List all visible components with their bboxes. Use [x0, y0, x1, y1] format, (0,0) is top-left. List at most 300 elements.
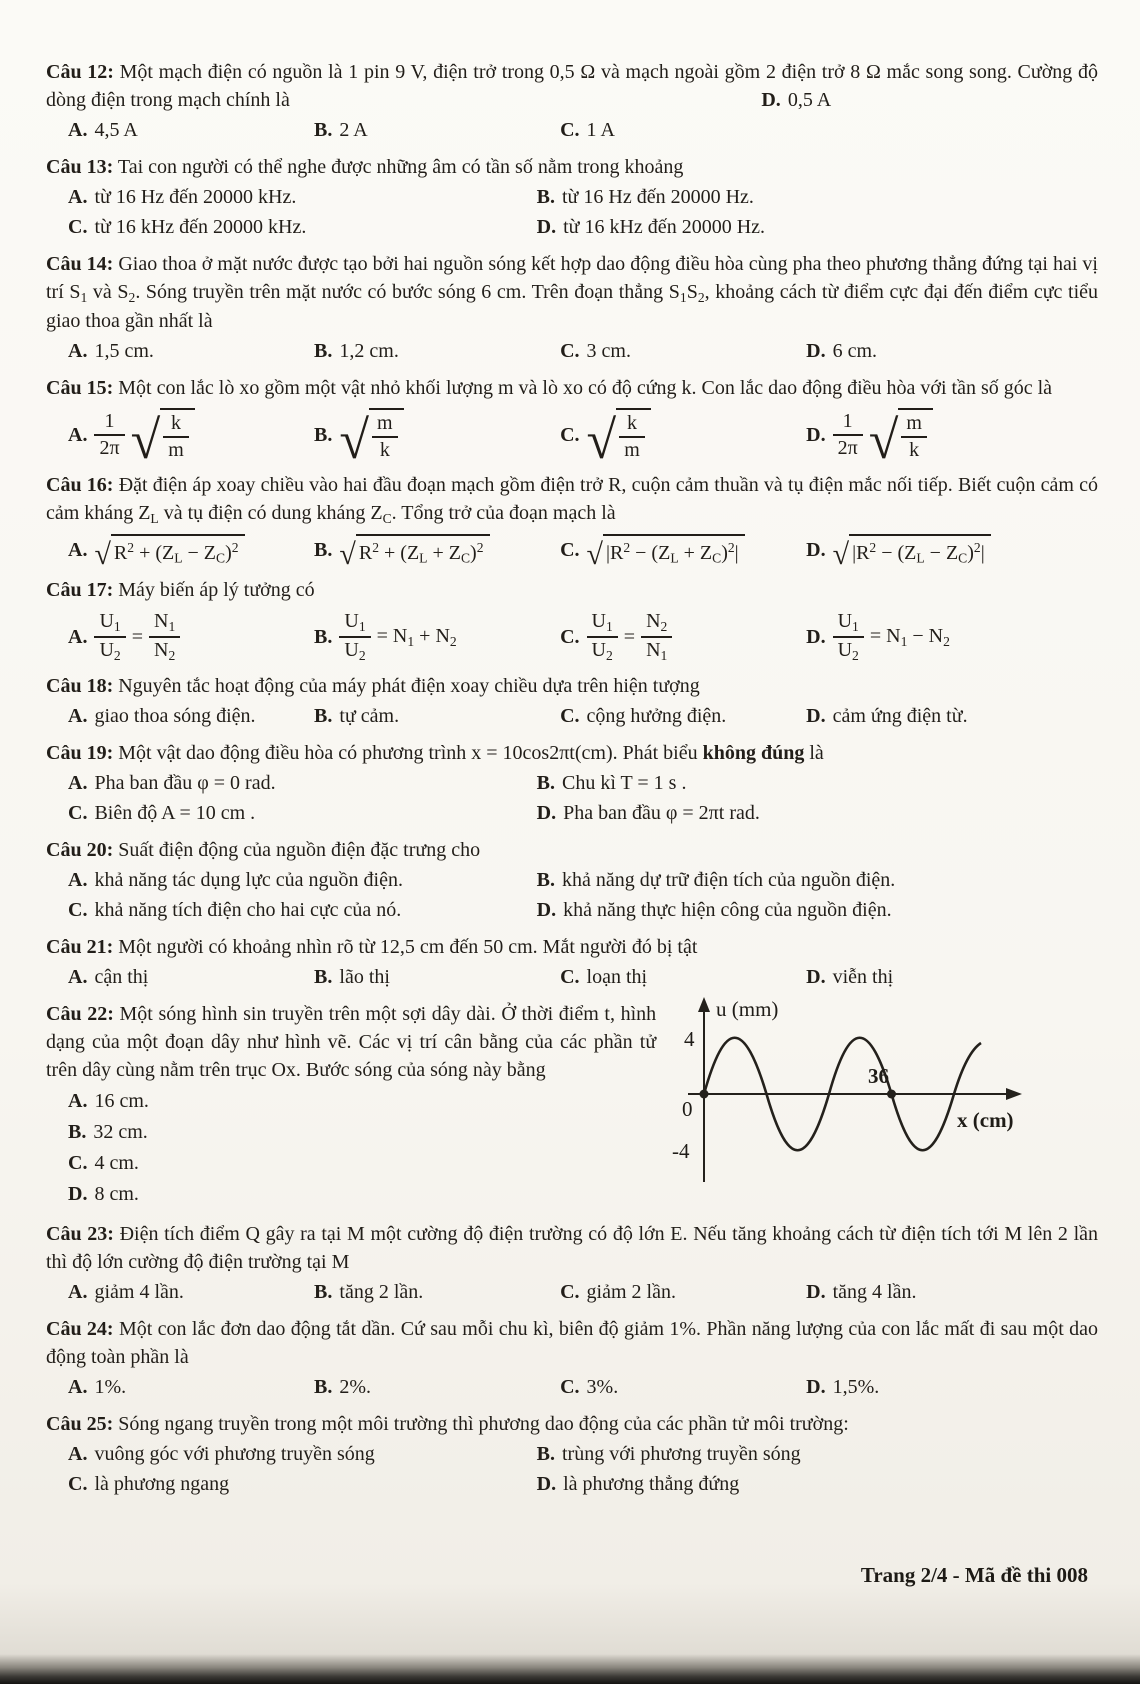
question-number: Câu 17: — [46, 579, 114, 602]
x-mark-dot — [887, 1090, 896, 1099]
text-run: m — [377, 411, 393, 434]
option-letter: C. — [560, 119, 580, 141]
option-letter: D. — [68, 1183, 88, 1206]
option-text — [94, 610, 180, 663]
option — [314, 963, 556, 991]
option-text: 3%. — [586, 1376, 619, 1399]
question — [46, 672, 1098, 730]
option-text: vuông góc với phương truyền sóng — [94, 1443, 375, 1466]
option — [537, 183, 1098, 211]
fraction-denominator — [619, 438, 645, 462]
text-run: là — [804, 742, 824, 765]
option-letter: D. — [806, 625, 826, 648]
square-root — [586, 534, 745, 572]
option-text: khả năng tích điện cho hai cực của nó. — [94, 899, 402, 922]
options — [46, 1278, 1098, 1306]
option-letter: D. — [806, 1281, 826, 1304]
text-run: Máy biến áp lý tưởng có — [118, 579, 315, 602]
square-root — [832, 534, 991, 572]
fraction-denominator — [94, 436, 124, 460]
option — [68, 408, 310, 470]
option — [537, 866, 1098, 894]
option — [68, 769, 537, 797]
text-run: Một người có khoảng nhìn rõ từ 12,5 cm đến 50 cm. Mắt người đó bị tật — [118, 936, 698, 959]
text-run: $U_1$ — [837, 610, 859, 635]
option-text: tăng 2 lần. — [339, 1281, 424, 1304]
fraction-numerator — [833, 610, 864, 637]
fraction-numerator — [641, 610, 672, 637]
options — [46, 183, 1098, 241]
option-text — [586, 534, 745, 572]
option-text: 1 A — [586, 119, 615, 141]
text-run: k — [379, 438, 390, 461]
text-run: $N_2$ — [646, 610, 668, 635]
option-letter: C. — [68, 899, 88, 922]
options — [46, 408, 1098, 470]
option-text: từ 16 Hz đến 20000 kHz. — [94, 186, 297, 208]
option-text: tự cảm. — [339, 705, 400, 728]
option — [560, 408, 802, 470]
option-letter: C. — [560, 423, 580, 446]
option-text: cộng hưởng điện. — [586, 705, 727, 728]
option — [806, 1373, 1098, 1401]
fraction-denominator — [94, 638, 125, 663]
option-text: 4 cm. — [94, 1152, 139, 1175]
radical-sign: √ — [339, 538, 356, 572]
text-run: $N_2$ — [153, 638, 176, 663]
option-text: là phương thẳng đứng — [563, 1473, 740, 1496]
question-stem — [46, 672, 1098, 700]
option-letter: B. — [314, 539, 333, 562]
option — [68, 610, 310, 663]
text-run: 1 — [104, 409, 115, 432]
question — [46, 1410, 1098, 1498]
option — [314, 702, 556, 730]
option-letter: A. — [68, 1090, 88, 1113]
question-stem — [46, 374, 1098, 402]
radicand — [898, 408, 933, 462]
option-text — [833, 408, 933, 470]
option-text: 1%. — [94, 1376, 127, 1399]
text-run: m — [624, 438, 640, 461]
square-root — [339, 408, 403, 470]
question-stem — [46, 1315, 1098, 1371]
option — [537, 1470, 1098, 1498]
option-text: giao thoa sóng điện. — [94, 705, 256, 728]
option-letter: C. — [68, 1152, 88, 1175]
option-letter: B. — [314, 705, 333, 728]
option-letter: B. — [314, 625, 333, 648]
options — [46, 337, 1098, 365]
option-text: 32 cm. — [93, 1121, 148, 1144]
question-stem — [46, 1410, 1098, 1438]
radicand — [160, 408, 195, 462]
option-letter: C. — [560, 339, 580, 362]
question-list — [46, 58, 1098, 1498]
y-axis-label: u (mm) — [716, 997, 779, 1022]
question — [46, 933, 1098, 991]
text-run: 2π — [837, 436, 858, 459]
option-letter: A. — [68, 423, 88, 446]
text-run: $U_2$ — [344, 638, 366, 663]
fraction-numerator — [339, 610, 370, 637]
origin-label: 0 — [682, 1097, 693, 1122]
waveform-graph — [664, 994, 1034, 1199]
fraction — [901, 412, 927, 462]
option — [806, 963, 1098, 991]
option-text: 0,5 A — [787, 89, 832, 111]
radicand — [369, 408, 404, 462]
option-letter: B. — [314, 1376, 333, 1399]
option — [806, 702, 1098, 730]
fraction — [163, 412, 189, 462]
fraction — [94, 410, 124, 460]
question — [46, 471, 1099, 572]
option-text: khả năng dự trữ điện tích của nguồn điện. — [561, 869, 896, 892]
question — [46, 58, 1098, 144]
option — [68, 534, 310, 572]
option-text: lão thị — [339, 966, 390, 989]
text-run: $U_1$ — [99, 610, 121, 635]
fraction-numerator — [587, 610, 618, 637]
x-axis-label: x (cm) — [957, 1108, 1014, 1133]
option-text: 4,5 A — [94, 119, 138, 141]
fraction-denominator — [833, 638, 864, 663]
option — [537, 799, 1098, 827]
fraction-denominator — [163, 438, 189, 462]
option-letter: D. — [536, 802, 557, 825]
question-number: Câu 12: — [46, 61, 114, 83]
options — [46, 963, 1098, 991]
option — [68, 1087, 656, 1115]
option-text: trùng với phương truyền sóng — [561, 1443, 801, 1466]
options — [46, 1373, 1098, 1401]
text-run: $U_2$ — [591, 638, 613, 663]
question-number: Câu 24: — [46, 1318, 114, 1341]
option-letter: B. — [536, 186, 555, 208]
option-letter: D. — [806, 705, 826, 728]
option — [68, 1278, 310, 1306]
question-stem — [46, 58, 1098, 114]
option-text: 1,5 cm. — [94, 339, 154, 362]
option-letter: C. — [68, 802, 88, 825]
option — [560, 116, 802, 144]
text-run: = $N_1 + N_2$ — [376, 625, 457, 650]
scan-bottom-edge — [0, 1654, 1140, 1684]
option-text: từ 16 kHz đến 20000 Hz. — [563, 216, 766, 238]
radical-sign: √ — [94, 538, 111, 572]
option-text: 8 cm. — [94, 1183, 139, 1206]
option-letter: C. — [560, 1281, 580, 1304]
radical-sign: √ — [868, 409, 899, 470]
option-letter: A. — [68, 1281, 88, 1304]
option — [806, 534, 1098, 572]
option-letter: B. — [536, 869, 555, 892]
option — [314, 610, 556, 663]
fraction — [833, 610, 864, 663]
fraction-denominator — [901, 438, 927, 462]
option-letter: C. — [560, 1376, 580, 1399]
option-letter: A. — [68, 339, 88, 362]
fraction-denominator — [833, 436, 863, 460]
square-root — [586, 408, 651, 470]
option — [806, 610, 1098, 663]
text-run: $U_2$ — [837, 638, 859, 663]
option — [68, 183, 537, 211]
fraction-denominator — [149, 638, 180, 663]
option-letter: A. — [68, 966, 88, 989]
text-run: 2π — [99, 436, 120, 459]
option-text: khả năng tác dụng lực của nguồn điện. — [94, 869, 403, 892]
waveform-figure — [656, 994, 1098, 1207]
text-run: $N_1$ — [153, 610, 176, 635]
option-text: viễn thị — [832, 966, 894, 989]
option-text: tăng 4 lần. — [832, 1281, 917, 1304]
text-run: Một vật dao động điều hòa có phương trình x = 10cos2πt(cm). Phát biểu — [118, 742, 703, 765]
question-number: Câu 23: — [46, 1223, 114, 1246]
option — [68, 1118, 656, 1146]
fraction-numerator — [149, 610, 180, 637]
option — [314, 1278, 556, 1306]
option — [806, 1278, 1098, 1306]
option — [560, 534, 802, 572]
option-letter: D. — [806, 966, 826, 989]
option — [314, 408, 556, 470]
option-text — [94, 408, 194, 470]
radical-sign: √ — [339, 409, 370, 470]
option — [537, 213, 1098, 241]
option-letter: A. — [68, 869, 88, 892]
fraction — [641, 610, 672, 663]
text-run: k — [170, 411, 181, 434]
options — [46, 769, 1098, 827]
options — [46, 866, 1098, 924]
option-letter: B. — [314, 119, 333, 141]
option — [314, 337, 556, 365]
x-mark-label: 36 — [868, 1064, 890, 1089]
option-text: 1,2 cm. — [339, 339, 399, 362]
square-root — [130, 408, 195, 470]
option-text — [832, 534, 991, 572]
option-letter: D. — [806, 423, 826, 446]
page-footer: Trang 2/4 - Mã đề thi 008 — [860, 1562, 1088, 1587]
text-run: 1 — [842, 409, 853, 432]
question — [46, 836, 1098, 924]
text-run: Một con lắc đơn dao động tắt dần. Cứ sau mỗi chu kì, biên độ giảm 1%. Phần năng lượng của con lắc mất đi sau một dao động toàn phần là — [46, 1318, 1099, 1369]
text-run: $R^2 + (Z_L - Z_C)^2$ — [113, 539, 239, 566]
square-root — [868, 408, 933, 470]
text-run: Suất điện động của nguồn điện đặc trưng cho — [118, 839, 481, 862]
option — [537, 896, 1098, 924]
question-number: Câu 16: — [46, 473, 114, 496]
radicand — [849, 534, 991, 568]
option-letter: D. — [806, 539, 826, 562]
option-text: khả năng thực hiện công của nguồn điện. — [563, 899, 892, 922]
fraction-denominator — [372, 438, 398, 462]
fraction-denominator — [587, 638, 618, 663]
question — [46, 374, 1098, 470]
option-text: từ 16 Hz đến 20000 Hz. — [561, 186, 754, 208]
text-run: k — [626, 411, 637, 434]
text-run: Giao thoa ở mặt nước được tạo bởi hai nguồn sóng kết hợp dao động điều hòa cùng pha theo phương thẳng đứng tại hai vị trí $S_1$ và $S_2$. Sóng truyền trên mặt nước có bước sóng 6 cm. Trên đoạn thẳng $S_1S_2$, khoảng cách từ điểm cực đại đến điểm cực tiểu giao thoa gần nhất là — [46, 253, 1099, 332]
text-run: $U_1$ — [344, 610, 366, 635]
fraction-numerator — [619, 412, 645, 438]
text-run: Một con lắc lò xo gồm một vật nhỏ khối lượng m và lò xo có độ cứng k. Con lắc dao động điều hòa với tần số góc là — [118, 376, 1053, 399]
option — [560, 610, 802, 663]
option — [68, 337, 310, 365]
option-text: 6 cm. — [832, 339, 878, 362]
option-letter: A. — [68, 705, 88, 728]
option-text: 16 cm. — [94, 1090, 149, 1113]
question — [46, 1220, 1098, 1306]
option-letter: C. — [560, 625, 580, 648]
option-letter: A. — [68, 1376, 88, 1399]
fraction — [372, 412, 398, 462]
option — [560, 1278, 802, 1306]
text-run: $N_1$ — [646, 638, 668, 663]
option — [68, 896, 537, 924]
text-run: Điện tích điểm Q gây ra tại M một cường độ điện trường có độ lớn E. Nếu tăng khoảng cách từ điện tích tới M lên 2 lần thì độ lớn cường độ điện trường tại M — [46, 1223, 1098, 1274]
option — [68, 213, 537, 241]
option — [68, 799, 537, 827]
option-text: loạn thị — [586, 966, 648, 989]
fraction — [587, 610, 618, 663]
option-letter: D. — [806, 339, 826, 362]
text-run: $|R^2 - (Z_L - Z_C)^2|$ — [852, 539, 985, 566]
question-stem — [46, 576, 1098, 604]
radicand — [356, 534, 490, 568]
option-text: 2 A — [339, 119, 368, 141]
option-letter: C. — [68, 216, 88, 238]
fraction-numerator — [833, 410, 863, 436]
fraction-denominator — [339, 638, 370, 663]
question-number: Câu 13: — [46, 156, 114, 178]
fraction — [339, 610, 370, 663]
option-text: Chu kì T = 1 s . — [561, 772, 687, 795]
text-run: k — [909, 438, 920, 461]
option-text — [94, 534, 244, 572]
options — [46, 1087, 656, 1208]
text-run: m — [168, 438, 184, 461]
option — [68, 1440, 537, 1468]
option-letter: B. — [314, 423, 333, 446]
question-number: Câu 20: — [46, 839, 114, 862]
radicand — [603, 534, 745, 568]
question — [46, 739, 1098, 827]
text-run: Một mạch điện có nguồn là 1 pin 9 V, điện trở trong 0,5 Ω và mạch ngoài gồm 2 điện trở 8 Ω mắc song song. Cường độ dòng điện trong mạch chính là — [46, 61, 1098, 111]
option-text: từ 16 kHz đến 20000 kHz. — [94, 216, 307, 238]
option-letter: D. — [536, 1473, 557, 1496]
text-run: Sóng ngang truyền trong một môi trường thì phương dao động của các phần tử môi trường: — [118, 1413, 849, 1436]
y-max-label: 4 — [684, 1027, 695, 1052]
option-text — [339, 534, 489, 572]
option-letter: B. — [314, 339, 333, 362]
option-text: Pha ban đầu φ = 2πt rad. — [563, 802, 760, 825]
option — [806, 337, 1098, 365]
option — [68, 1470, 537, 1498]
radical-sign: √ — [832, 538, 850, 572]
option-letter: B. — [314, 966, 333, 989]
text-run: $U_1$ — [591, 610, 613, 635]
option-letter: A. — [68, 119, 88, 141]
option — [761, 86, 831, 114]
fraction-numerator — [163, 412, 189, 438]
fraction-numerator — [94, 610, 125, 637]
option-letter: D. — [761, 89, 781, 111]
option-letter: C. — [560, 705, 580, 728]
option-letter: B. — [68, 1121, 87, 1144]
question — [46, 250, 1098, 365]
options — [46, 610, 1098, 663]
option — [314, 534, 556, 572]
text-run: Tai con người có thể nghe được những âm có tần số nằm trong khoảng — [117, 156, 684, 178]
fraction-numerator — [901, 412, 927, 438]
question-number: Câu 15: — [46, 376, 114, 399]
question — [46, 153, 1098, 241]
question-text-column — [46, 1000, 656, 1211]
question-stem — [46, 153, 1098, 181]
option — [68, 1373, 310, 1401]
option-letter: D. — [536, 899, 557, 922]
option — [68, 1149, 656, 1177]
option — [560, 702, 802, 730]
option — [537, 769, 1098, 797]
fraction — [94, 610, 125, 663]
option-text — [586, 408, 651, 470]
text-run: = — [131, 625, 143, 648]
y-axis-arrow — [698, 997, 710, 1012]
emphasized-text: không đúng — [702, 742, 805, 765]
fraction — [149, 610, 180, 663]
question — [46, 576, 1098, 663]
option-letter: D. — [536, 216, 557, 238]
text-run: $U_2$ — [99, 638, 121, 663]
question-number: Câu 19: — [46, 742, 114, 765]
text-run: $|R^2 - (Z_L + Z_C)^2|$ — [606, 539, 739, 566]
text-run: Một sóng hình sin truyền trên một sợi dây dài. Ở thời điểm t, hình dạng của một đoạn dây như hình vẽ. Các vị trí cân bằng của các phần tử trên dây cùng nằm trên trục Ox. Bước sóng của sóng này bằng — [46, 1003, 657, 1082]
text-run: = $N_1 - N_2$ — [869, 625, 950, 650]
option-text: giảm 2 lần. — [586, 1281, 676, 1304]
options — [46, 534, 1098, 572]
option-text: 1,5%. — [832, 1376, 880, 1399]
question-stem — [46, 250, 1098, 335]
option-letter: A. — [68, 186, 88, 208]
option-text: 3 cm. — [586, 339, 631, 362]
text-run: Đặt điện áp xoay chiều vào hai đầu đoạn mạch gồm điện trở R, cuộn cảm thuần và tụ điện mắc nối tiếp. Biết cuộn cảm có cảm kháng $Z_L$ và tụ điện có dung kháng $Z_C$. Tổng trở của đoạn mạch là — [46, 473, 1099, 526]
square-root — [339, 534, 489, 572]
option-text: là phương ngang — [94, 1473, 230, 1496]
fraction-denominator — [641, 638, 672, 663]
fraction-numerator — [94, 410, 124, 436]
option — [68, 1180, 656, 1208]
option-letter: A. — [68, 772, 88, 795]
option-letter: B. — [536, 1443, 555, 1466]
question-stem — [46, 739, 1098, 767]
option — [68, 866, 537, 894]
option-text: 2%. — [339, 1376, 372, 1399]
question — [46, 997, 1098, 1211]
options — [46, 702, 1098, 730]
option — [806, 408, 1098, 470]
question-number: Câu 25: — [46, 1413, 114, 1436]
text-run: = — [623, 625, 636, 648]
option-letter: C. — [560, 966, 580, 989]
question-stem — [46, 1220, 1098, 1276]
option-letter: C. — [68, 1473, 88, 1496]
option — [560, 1373, 802, 1401]
question-stem — [46, 471, 1098, 528]
question-stem — [46, 836, 1098, 864]
